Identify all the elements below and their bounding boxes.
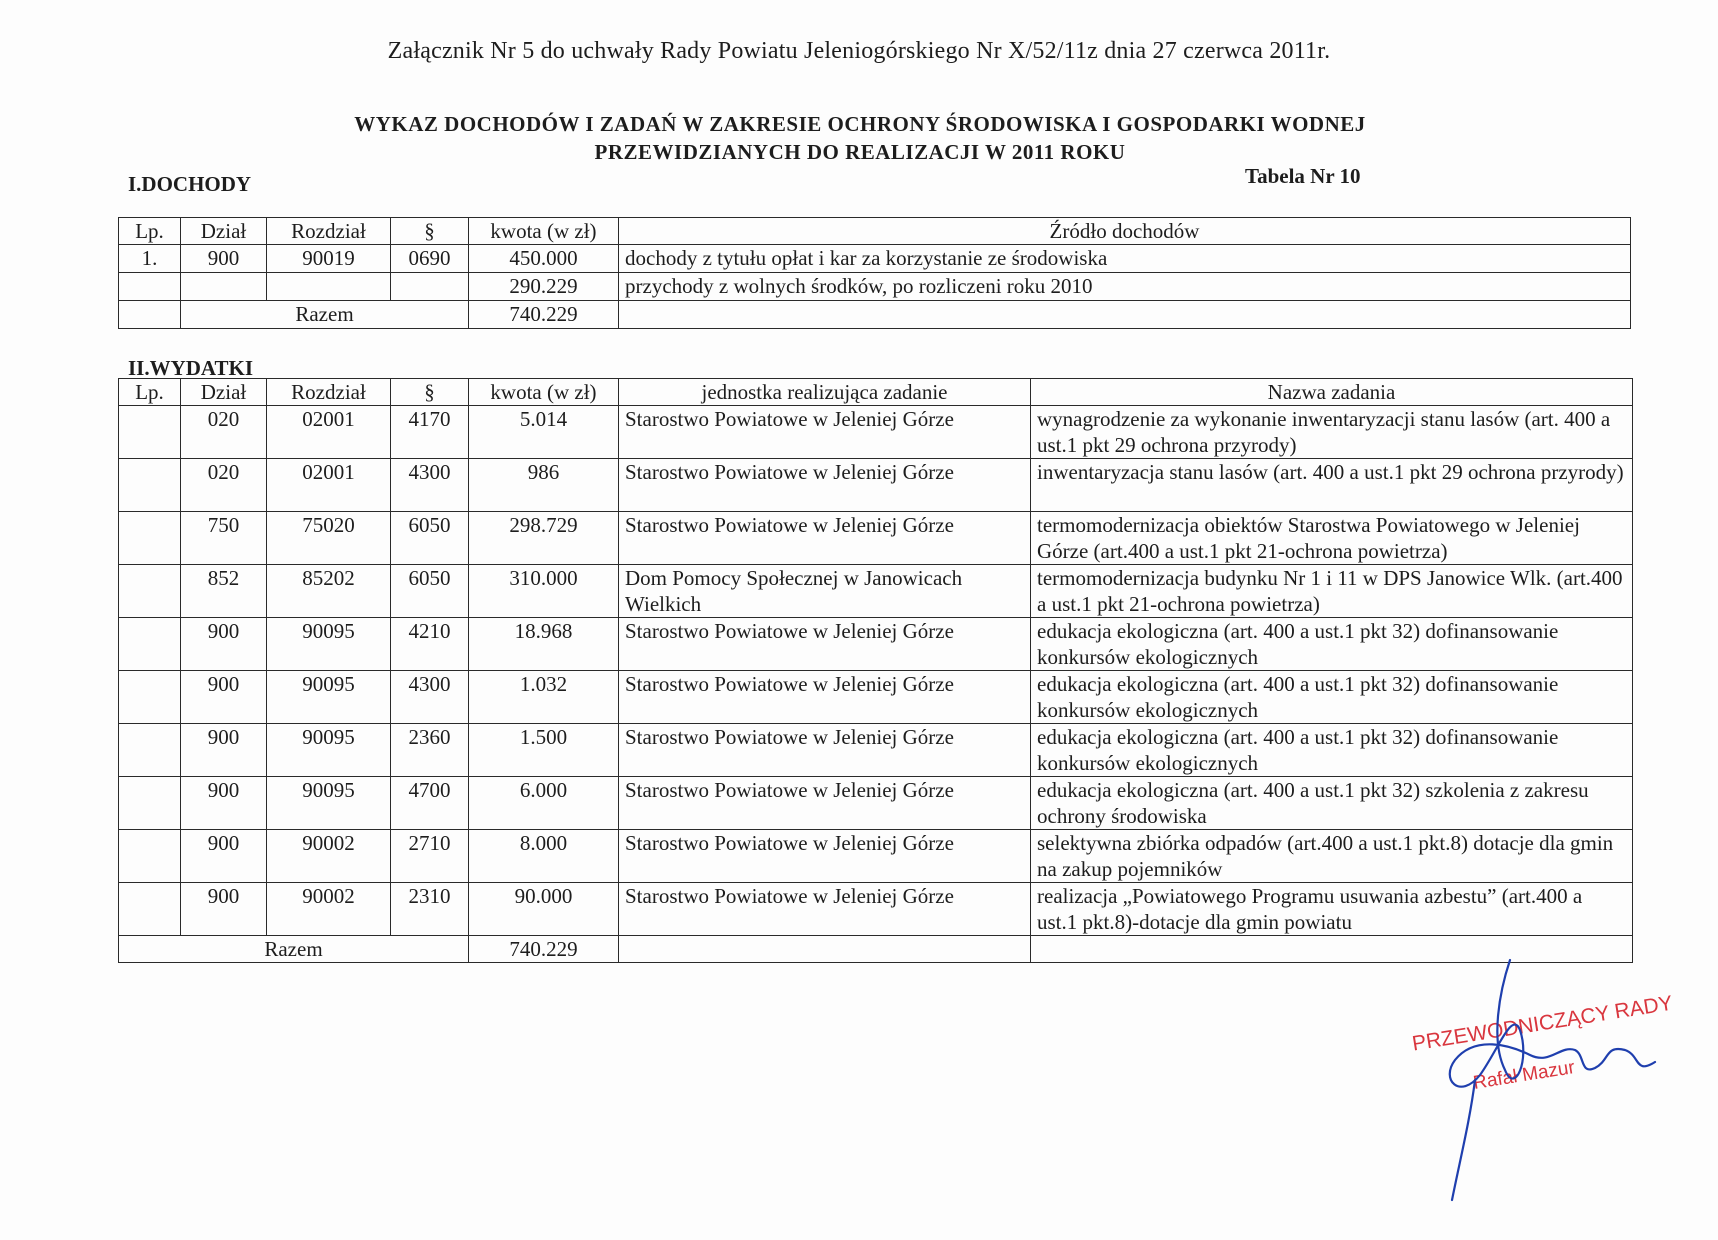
expense-cell-par: 2310 xyxy=(391,883,469,936)
expense-cell-lp xyxy=(119,883,181,936)
expense-cell-par: 2360 xyxy=(391,724,469,777)
income-total-blank xyxy=(619,301,1631,329)
expense-cell-par: 4300 xyxy=(391,459,469,512)
income-cell-lp: 1. xyxy=(119,245,181,273)
income-cell-par xyxy=(391,273,469,301)
expense-cell-zadanie: edukacja ekologiczna (art. 400 a ust.1 pkt 32) dofinansowanie konkursów ekologicznych xyxy=(1031,618,1633,671)
expenses-total-blank-1 xyxy=(619,936,1031,963)
expense-cell-dzial: 750 xyxy=(181,512,267,565)
expense-row xyxy=(119,565,1633,618)
expense-cell-lp xyxy=(119,724,181,777)
expense-cell-dzial: 900 xyxy=(181,618,267,671)
expense-cell-par: 4210 xyxy=(391,618,469,671)
stamp-title: PRZEWODNICZĄCY RADY xyxy=(1410,991,1675,1056)
income-cell-zrodlo: przychody z wolnych środków, po rozliczeni roku 2010 xyxy=(619,273,1631,301)
expense-cell-lp xyxy=(119,618,181,671)
expense-cell-kwota: 1.032 xyxy=(469,671,619,724)
expense-cell-zadanie: termomodernizacja obiektów Starostwa Powiatowego w Jeleniej Górze (art.400 a ust.1 pkt 21-ochrona powietrza) xyxy=(1031,512,1633,565)
expense-cell-kwota: 8.000 xyxy=(469,830,619,883)
expense-cell-rozdzial: 75020 xyxy=(267,512,391,565)
income-cell-rozdzial xyxy=(267,273,391,301)
expense-cell-dzial: 852 xyxy=(181,565,267,618)
income-row xyxy=(119,273,1631,301)
expense-cell-lp xyxy=(119,777,181,830)
expense-cell-kwota: 18.968 xyxy=(469,618,619,671)
expense-row xyxy=(119,671,1633,724)
expense-cell-zadanie: realizacja „Powiatowego Programu usuwania azbestu” (art.400 a ust.1 pkt.8)-dotacje dla gmin powiatu xyxy=(1031,883,1633,936)
expense-row xyxy=(119,459,1633,512)
expense-cell-kwota: 90.000 xyxy=(469,883,619,936)
document-title-line2: PRZEWIDZIANYCH DO REALIZACJI W 2011 ROKU xyxy=(594,140,1126,164)
expense-cell-lp xyxy=(119,459,181,512)
expense-cell-par: 4170 xyxy=(391,406,469,459)
col-header-paragraph: § xyxy=(391,218,469,245)
expense-cell-rozdzial: 90095 xyxy=(267,777,391,830)
income-cell-rozdzial: 90019 xyxy=(267,245,391,273)
expense-cell-dzial: 900 xyxy=(181,724,267,777)
income-table xyxy=(118,217,1631,329)
expense-cell-dzial: 900 xyxy=(181,777,267,830)
expense-cell-par: 4300 xyxy=(391,671,469,724)
expense-cell-zadanie: wynagrodzenie za wykonanie inwentaryzacji stanu lasów (art. 400 a ust.1 pkt 29 ochrona przyrody) xyxy=(1031,406,1633,459)
expense-cell-rozdzial: 90095 xyxy=(267,724,391,777)
col-header-kwota: kwota (w zł) xyxy=(469,379,619,406)
expense-cell-kwota: 1.500 xyxy=(469,724,619,777)
expense-cell-jednostka: Starostwo Powiatowe w Jeleniej Górze xyxy=(619,777,1031,830)
expense-cell-zadanie: edukacja ekologiczna (art. 400 a ust.1 pkt 32) szkolenia z zakresu ochrony środowiska xyxy=(1031,777,1633,830)
income-cell-kwota: 290.229 xyxy=(469,273,619,301)
col-header-dzial: Dział xyxy=(181,379,267,406)
col-header-lp: Lp. xyxy=(119,218,181,245)
expense-cell-zadanie: edukacja ekologiczna (art. 400 a ust.1 pkt 32) dofinansowanie konkursów ekologicznych xyxy=(1031,724,1633,777)
expense-cell-dzial: 900 xyxy=(181,883,267,936)
table-number: Tabela Nr 10 xyxy=(1245,164,1361,188)
expense-cell-jednostka: Starostwo Powiatowe w Jeleniej Górze xyxy=(619,618,1031,671)
col-header-zrodlo: Źródło dochodów xyxy=(619,218,1631,245)
col-header-rozdzial: Rozdział xyxy=(267,379,391,406)
income-cell-lp xyxy=(119,273,181,301)
expenses-table xyxy=(118,378,1633,963)
income-total-row xyxy=(119,301,1631,329)
expense-cell-rozdzial: 02001 xyxy=(267,459,391,512)
document-title-line1: WYKAZ DOCHODÓW I ZADAŃ W ZAKRESIE OCHRONY ŚRODOWISKA I GOSPODARKI WODNEJ xyxy=(354,112,1366,136)
expense-cell-zadanie: termomodernizacja budynku Nr 1 i 11 w DPS Janowice Wlk. (art.400 a ust.1 pkt 21-ochrona powietrza) xyxy=(1031,565,1633,618)
expense-cell-rozdzial: 90095 xyxy=(267,618,391,671)
income-cell-dzial xyxy=(181,273,267,301)
expenses-section-label: II.WYDATKI xyxy=(128,356,254,380)
expense-cell-jednostka: Starostwo Powiatowe w Jeleniej Górze xyxy=(619,459,1031,512)
expense-cell-dzial: 900 xyxy=(181,830,267,883)
expense-cell-par: 2710 xyxy=(391,830,469,883)
expense-cell-rozdzial: 90002 xyxy=(267,883,391,936)
expense-cell-kwota: 298.729 xyxy=(469,512,619,565)
expense-cell-dzial: 900 xyxy=(181,671,267,724)
expense-cell-lp xyxy=(119,830,181,883)
expense-row xyxy=(119,618,1633,671)
expenses-header-row xyxy=(119,379,1633,406)
expense-cell-lp xyxy=(119,565,181,618)
expense-cell-par: 6050 xyxy=(391,565,469,618)
expense-cell-kwota: 310.000 xyxy=(469,565,619,618)
income-cell-par: 0690 xyxy=(391,245,469,273)
expense-cell-jednostka: Starostwo Powiatowe w Jeleniej Górze xyxy=(619,830,1031,883)
expense-cell-kwota: 6.000 xyxy=(469,777,619,830)
income-header-row xyxy=(119,218,1631,245)
expenses-total-label: Razem xyxy=(119,936,469,963)
expense-cell-jednostka: Starostwo Powiatowe w Jeleniej Górze xyxy=(619,406,1031,459)
expense-cell-kwota: 986 xyxy=(469,459,619,512)
expense-cell-rozdzial: 85202 xyxy=(267,565,391,618)
expense-cell-zadanie: inwentaryzacja stanu lasów (art. 400 a ust.1 pkt 29 ochrona przyrody) xyxy=(1031,459,1633,512)
expense-row xyxy=(119,883,1633,936)
expense-cell-jednostka: Starostwo Powiatowe w Jeleniej Górze xyxy=(619,671,1031,724)
expense-cell-zadanie: edukacja ekologiczna (art. 400 a ust.1 pkt 32) dofinansowanie konkursów ekologicznych xyxy=(1031,671,1633,724)
expense-cell-dzial: 020 xyxy=(181,459,267,512)
expense-cell-lp xyxy=(119,671,181,724)
expenses-total-value: 740.229 xyxy=(469,936,619,963)
col-header-kwota: kwota (w zł) xyxy=(469,218,619,245)
col-header-dzial: Dział xyxy=(181,218,267,245)
expense-row xyxy=(119,830,1633,883)
expense-cell-rozdzial: 90002 xyxy=(267,830,391,883)
document-header: Załącznik Nr 5 do uchwały Rady Powiatu Jeleniogórskiego Nr X/52/11z dnia 27 czerwca 2011r. xyxy=(387,38,1331,64)
col-header-zadanie: Nazwa zadania xyxy=(1031,379,1633,406)
income-cell-zrodlo: dochody z tytułu opłat i kar za korzystanie ze środowiska xyxy=(619,245,1631,273)
col-header-jednostka: jednostka realizująca zadanie xyxy=(619,379,1031,406)
income-total-label: Razem xyxy=(181,301,469,329)
col-header-lp: Lp. xyxy=(119,379,181,406)
expense-cell-jednostka: Starostwo Powiatowe w Jeleniej Górze xyxy=(619,883,1031,936)
expense-cell-kwota: 5.014 xyxy=(469,406,619,459)
expense-cell-dzial: 020 xyxy=(181,406,267,459)
expense-row xyxy=(119,724,1633,777)
stamp-name: Rafał Mazur xyxy=(1471,1057,1577,1094)
expense-row xyxy=(119,406,1633,459)
expense-cell-jednostka: Dom Pomocy Społecznej w Janowicach Wielkich xyxy=(619,565,1031,618)
expense-cell-lp xyxy=(119,512,181,565)
income-row xyxy=(119,245,1631,273)
expense-cell-jednostka: Starostwo Powiatowe w Jeleniej Górze xyxy=(619,724,1031,777)
expense-cell-jednostka: Starostwo Powiatowe w Jeleniej Górze xyxy=(619,512,1031,565)
chairman-stamp-signature xyxy=(1380,950,1680,1210)
col-header-rozdzial: Rozdział xyxy=(267,218,391,245)
income-total-value: 740.229 xyxy=(469,301,619,329)
income-cell-dzial: 900 xyxy=(181,245,267,273)
col-header-paragraph: § xyxy=(391,379,469,406)
expense-cell-par: 4700 xyxy=(391,777,469,830)
income-total-empty xyxy=(119,301,181,329)
expense-row xyxy=(119,777,1633,830)
expense-cell-rozdzial: 90095 xyxy=(267,671,391,724)
expense-row xyxy=(119,512,1633,565)
expense-cell-lp xyxy=(119,406,181,459)
expense-cell-zadanie: selektywna zbiórka odpadów (art.400 a ust.1 pkt.8) dotacje dla gmin na zakup pojemników xyxy=(1031,830,1633,883)
income-cell-kwota: 450.000 xyxy=(469,245,619,273)
expense-cell-par: 6050 xyxy=(391,512,469,565)
income-section-label: I.DOCHODY xyxy=(128,172,252,196)
expense-cell-rozdzial: 02001 xyxy=(267,406,391,459)
